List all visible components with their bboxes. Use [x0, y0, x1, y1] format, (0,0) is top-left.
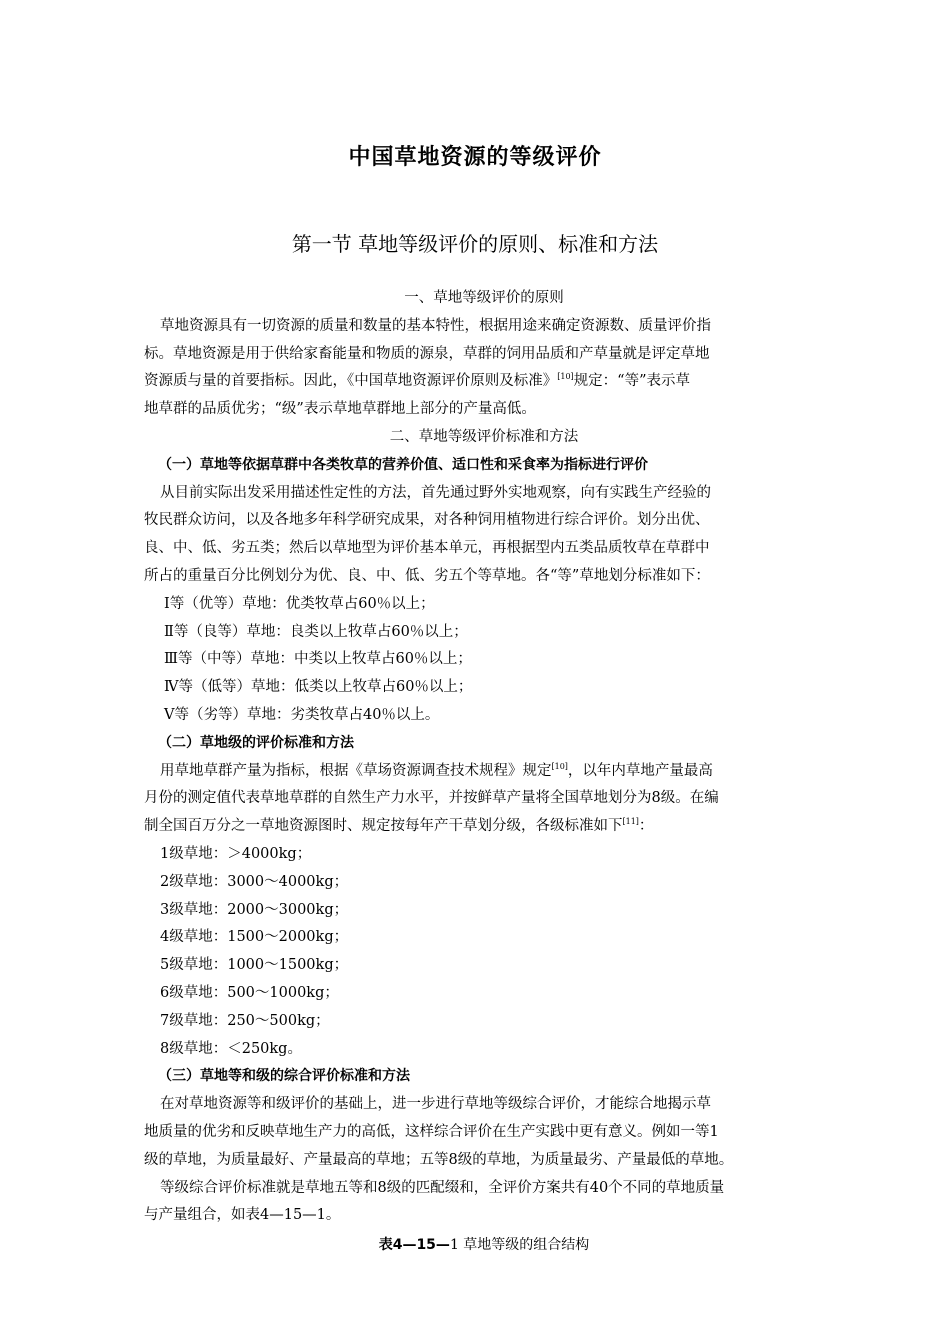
grade-item: Ⅳ等（低等）草地：低类以上牧草占60％以上； [164, 679, 473, 696]
level-item: 3级草地：2000～3000kg； [160, 901, 349, 918]
paragraph-combination-count [144, 1175, 824, 1231]
level-item: 1级草地：＞4000kg； [160, 845, 312, 862]
text-span: 规定：“等”表示草 [573, 373, 690, 390]
level-item: 2级草地：3000～4000kg； [160, 873, 349, 890]
level-item: 5级草地：1000～1500kg； [160, 957, 349, 974]
table-caption-label: 表4—15— [378, 1237, 450, 1254]
level-list [144, 841, 824, 1063]
text-line: 从目前实际出发采用描述性定性的方法，首先通过野外实地观察，向有实践生产经验的 [160, 484, 711, 501]
paragraph-level-method [144, 758, 824, 841]
document-body [144, 285, 824, 1260]
subheading-principles: 一、草地等级评价的原则 [404, 290, 564, 306]
level-item: 8级草地：＜250kg。 [160, 1040, 302, 1057]
text-line: 良、中、低、劣五类；然后以草地型为评价基本单元，再根据型内五类品质牧草在草群中 [144, 540, 710, 557]
grade-item: Ⅰ等（优等）草地：优类牧草占60％以上； [164, 595, 435, 612]
text-line: 级的草地，为质量最好、产量最高的草地；五等8级的草地，为质量最劣、产量最低的草地。 [144, 1151, 734, 1168]
text-span: ： [638, 818, 654, 835]
table-caption [144, 1232, 824, 1260]
text-line: 地质量的优劣和反映草地生产力的高低，这样综合评价在生产实践中更有意义。例如一等1 [144, 1123, 719, 1140]
grade-list [144, 591, 824, 730]
text-line: 与产量组合，如表4—15—1。 [144, 1207, 341, 1224]
section-title: 第一节 草地等级评价的原则、标准和方法 [291, 232, 659, 256]
text-span: 制全国百万分之一草地资源图时、规定按每年产干草划分级，各级标准如下 [144, 818, 623, 835]
text-line: 月份的测定值代表草地草群的自然生产力水平，并按鲜草产量将全国草地划分为8级。在编 [144, 790, 719, 807]
citation-ref: [11] [622, 817, 639, 827]
text-span: 用草地草群产量为指标，根据《草场资源调查技术规程》规定 [160, 762, 552, 779]
heading-level-criteria: （二）草地级的评价标准和方法 [158, 734, 354, 751]
text-span: 资源质与量的首要指标。因此，《中国草地资源评价原则及标准》 [144, 373, 558, 390]
grade-item: Ⅱ等（良等）草地：良类以上牧草占60％以上； [164, 623, 468, 640]
text-line: 等级综合评价标准就是草地五等和8级的匹配缀和，全评价方案共有40个不同的草地质量 [160, 1179, 725, 1196]
grade-item: Ⅲ等（中等）草地：中类以上牧草占60％以上； [164, 651, 472, 668]
text-line: 所占的重量百分比例划分为优、良、中、低、劣五个等草地。各“等”草地划分标准如下： [144, 567, 710, 584]
text-line: 牧民群众访问，以及各地多年科学研究成果，对各种饲用植物进行综合评价。划分出优、 [144, 512, 710, 529]
document-title: 中国草地资源的等级评价 [348, 145, 602, 170]
citation-ref: [10] [551, 761, 568, 771]
text-line: 标。草地资源是用于供给家畜能量和物质的源泉，草群的饲用品质和产草量就是评定草地 [144, 345, 710, 362]
heading-grade-criteria: （一）草地等依据草群中各类牧草的营养价值、适口性和采食率为指标进行评价 [158, 456, 648, 473]
subheading-standards: 二、草地等级评价标准和方法 [389, 428, 579, 445]
text-line: 地草群的品质优劣；“级”表示草地草群地上部分的产量高低。 [144, 401, 536, 418]
text-line: 草地资源具有一切资源的质量和数量的基本特性，根据用途来确定资源数、质量评价指 [160, 317, 711, 334]
heading-combined-criteria: （三）草地等和级的综合评价标准和方法 [158, 1068, 410, 1085]
grade-item: Ⅴ等（劣等）草地：劣类牧草占40％以上。 [164, 706, 440, 723]
text-line [144, 758, 824, 786]
paragraph-principles [144, 313, 824, 424]
text-line [144, 813, 824, 841]
level-item: 6级草地：500～1000kg； [160, 984, 339, 1001]
table-caption-text: 1 草地等级的组合结构 [449, 1237, 590, 1254]
text-line: 在对草地资源等和级评价的基础上，进一步进行草地等级综合评价，才能综合地揭示草 [160, 1096, 711, 1113]
paragraph-grade-method [144, 480, 824, 591]
text-span: ，以年内草地产量最高 [567, 762, 713, 779]
paragraph-combined-method [144, 1091, 824, 1174]
level-item: 4级草地：1500～2000kg； [160, 929, 349, 946]
citation-ref: [10] [557, 372, 574, 382]
text-line [144, 368, 824, 396]
level-item: 7级草地：250～500kg； [160, 1012, 330, 1029]
